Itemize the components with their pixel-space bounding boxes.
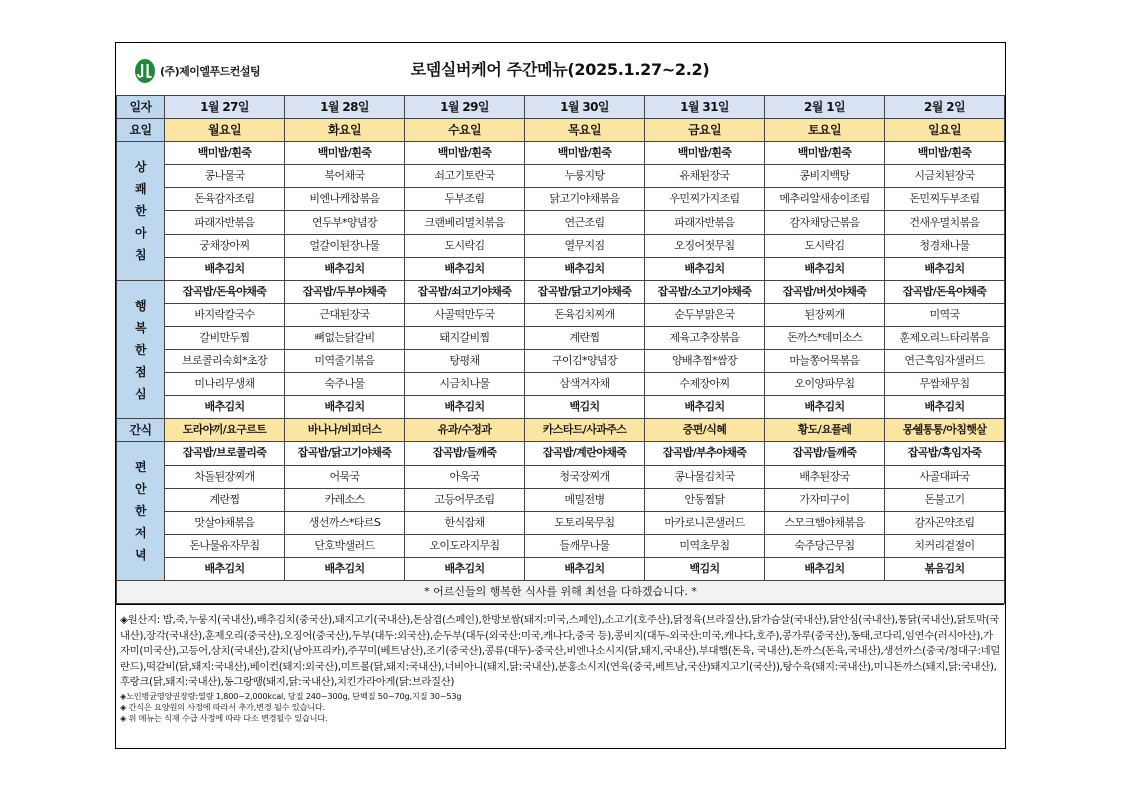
snack-row [117,419,1005,442]
breakfast-row [117,234,1005,257]
dinner-menu-cell: 배추된장국 [765,465,885,488]
lunch-menu-cell: 바지락칼국수 [165,303,285,326]
lunch-menu-cell: 배추김치 [405,396,525,419]
breakfast-menu-cell: 우민찌가지조림 [645,188,765,211]
breakfast-row [117,211,1005,234]
breakfast-row [117,257,1005,280]
breakfast-menu-cell: 백미밥/흰죽 [645,142,765,165]
weekday-cell: 금요일 [645,119,765,142]
breakfast-menu-cell: 백미밥/흰죽 [885,142,1005,165]
menu-sheet [115,42,1006,749]
breakfast-menu-cell: 백미밥/흰죽 [405,142,525,165]
breakfast-label-char: 침 [135,247,146,262]
dinner-menu-cell: 어묵국 [285,465,405,488]
dinner-menu-cell: 사골대파국 [885,465,1005,488]
date-cell: 2월 2일 [885,96,1005,119]
breakfast-menu-cell: 닭고기야채볶음 [525,188,645,211]
lunch-label-char: 점 [135,364,146,379]
dinner-menu-cell: 아욱국 [405,465,525,488]
dinner-label-char: 녁 [135,548,146,563]
breakfast-menu-cell: 쇠고기토란국 [405,165,525,188]
date-cell: 2월 1일 [765,96,885,119]
lunch-menu-cell: 된장찌개 [765,303,885,326]
breakfast-row [117,165,1005,188]
dinner-menu-cell: 오이도라지무침 [405,534,525,557]
snack-cell: 황도/요플레 [765,419,885,442]
snack-cell: 유과/수정과 [405,419,525,442]
footer-message: * 어르신들의 행복한 식사를 위해 최선을 다하겠습니다. * [117,580,1005,603]
snack-cell: 카스타드/사과주스 [525,419,645,442]
lunch-menu-cell: 배추김치 [285,396,405,419]
lunch-menu-cell: 삼색겨자채 [525,373,645,396]
sheet-header [116,43,1004,96]
dinner-menu-cell: 잡곡밥/들깨죽 [765,442,885,465]
dinner-menu-cell: 잡곡밥/닭고기야채죽 [285,442,405,465]
lunch-row [117,350,1005,373]
date-label: 일자 [117,96,165,119]
dinner-row [117,465,1005,488]
breakfast-menu-cell: 북어채국 [285,165,405,188]
weekday-label: 요일 [117,119,165,142]
lunch-menu-cell: 배추김치 [765,396,885,419]
breakfast-menu-cell: 크랜베리멸치볶음 [405,211,525,234]
breakfast-row [117,142,1005,165]
lunch-row [117,373,1005,396]
dinner-row [117,488,1005,511]
breakfast-menu-cell: 배추김치 [645,257,765,280]
lunch-menu-cell: 순두부맑은국 [645,303,765,326]
lunch-menu-cell: 사골떡만두국 [405,303,525,326]
dinner-menu-cell: 치커리겉절이 [885,534,1005,557]
breakfast-menu-cell: 배추김치 [165,257,285,280]
lunch-menu-cell: 잡곡밥/소고기야채죽 [645,280,765,303]
dinner-menu-cell: 배추김치 [405,557,525,580]
lunch-menu-cell: 탕평채 [405,350,525,373]
breakfast-menu-cell: 건새우멸치볶음 [885,211,1005,234]
dinner-row [117,511,1005,534]
lunch-menu-cell: 구이김*양념장 [525,350,645,373]
dinner-menu-cell: 잡곡밥/계란야채죽 [525,442,645,465]
lunch-menu-cell: 배추김치 [165,396,285,419]
lunch-menu-cell: 돈육김치찌개 [525,303,645,326]
breakfast-menu-cell: 도시락김 [765,234,885,257]
lunch-menu-cell: 미나리무생채 [165,373,285,396]
dinner-row [117,557,1005,580]
lunch-menu-cell: 배추김치 [885,396,1005,419]
lunch-menu-cell: 제육고추장볶음 [645,326,765,349]
dinner-menu-cell: 미역초무침 [645,534,765,557]
dinner-label-char: 안 [135,482,146,497]
dinner-menu-cell: 한식잡채 [405,511,525,534]
dinner-menu-cell: 배추김치 [765,557,885,580]
dinner-menu-cell: 메밀전병 [525,488,645,511]
dinner-menu-cell: 배추김치 [525,557,645,580]
dinner-menu-cell: 들깨무나물 [525,534,645,557]
lunch-menu-cell: 훈제오리느타리볶음 [885,326,1005,349]
dinner-menu-cell: 가자미구이 [765,488,885,511]
dinner-menu-cell: 감자곤약조림 [885,511,1005,534]
lunch-menu-cell: 브로콜리숙회*초장 [165,350,285,373]
breakfast-menu-cell: 파래자반볶음 [645,211,765,234]
dinner-menu-cell: 잡곡밥/브로콜리죽 [165,442,285,465]
dinner-menu-cell: 청국장찌개 [525,465,645,488]
dinner-menu-cell: 돈불고기 [885,488,1005,511]
lunch-menu-cell: 돼지갈비찜 [405,326,525,349]
dinner-menu-cell: 백김치 [645,557,765,580]
breakfast-menu-cell: 백미밥/흰죽 [765,142,885,165]
lunch-menu-cell: 숙주나물 [285,373,405,396]
lunch-menu-cell: 연근흑임자샐러드 [885,350,1005,373]
notes-section [116,604,1004,747]
breakfast-menu-cell: 유채된장국 [645,165,765,188]
date-cell: 1월 29일 [405,96,525,119]
weekday-cell: 일요일 [885,119,1005,142]
breakfast-menu-cell: 연근조림 [525,211,645,234]
lunch-menu-cell: 잡곡밥/돈육야채죽 [165,280,285,303]
lunch-menu-cell: 잡곡밥/돈육야채죽 [885,280,1005,303]
lunch-menu-cell: 백김치 [525,396,645,419]
breakfast-menu-cell: 배추김치 [885,257,1005,280]
breakfast-row [117,188,1005,211]
breakfast-menu-cell: 비엔나케찹볶음 [285,188,405,211]
breakfast-menu-cell: 오징어젓무침 [645,234,765,257]
breakfast-menu-cell: 연두부*양념장 [285,211,405,234]
breakfast-menu-cell: 백미밥/흰죽 [285,142,405,165]
weekday-cell: 토요일 [765,119,885,142]
dinner-menu-cell: 차돌된장찌개 [165,465,285,488]
breakfast-menu-cell: 누룽지탕 [525,165,645,188]
breakfast-menu-cell: 배추김치 [405,257,525,280]
footer-row [117,580,1005,603]
breakfast-menu-cell: 콩비지백탕 [765,165,885,188]
dinner-label-char: 저 [135,526,146,541]
snack-label: 간식 [117,419,165,442]
dinner-menu-cell: 볶음김치 [885,557,1005,580]
nutrition-note: ◈노인병균영양권장량:열량 1,800~2,000kcal, 당질 240~300g, 단백질 50~70g,지질 30~53g [120,690,462,701]
dinner-menu-cell: 단호박샐러드 [285,534,405,557]
snack-cell: 증편/식혜 [645,419,765,442]
dinner-menu-cell: 배추김치 [285,557,405,580]
page-title: 로뎀실버케어 주간메뉴(2025.1.27~2.2) [410,60,710,79]
dinner-menu-cell: 콩나물김치국 [645,465,765,488]
dinner-menu-cell: 잡곡밥/들깨죽 [405,442,525,465]
weekday-cell: 수요일 [405,119,525,142]
lunch-label [117,280,165,419]
dinner-menu-cell: 배추김치 [165,557,285,580]
lunch-menu-cell: 배추김치 [645,396,765,419]
dinner-menu-cell: 도토리묵무침 [525,511,645,534]
date-cell: 1월 31일 [645,96,765,119]
breakfast-menu-cell: 백미밥/흰죽 [165,142,285,165]
lunch-menu-cell: 뼈없는닭갈비 [285,326,405,349]
snack-note: ◈ 간식은 요양원의 사정에 따라서 추가,변경 될수 있습니다. [120,701,326,712]
lunch-label-char: 한 [135,342,146,357]
dinner-menu-cell: 고등어무조림 [405,488,525,511]
lunch-row [117,303,1005,326]
dinner-row [117,534,1005,557]
breakfast-menu-cell: 파래자반볶음 [165,211,285,234]
snack-cell: 도라야끼/요구르트 [165,419,285,442]
weekday-cell: 월요일 [165,119,285,142]
dinner-menu-cell: 계란찜 [165,488,285,511]
breakfast-menu-cell: 도시락김 [405,234,525,257]
menu-change-note: ◈ 위 메뉴는 식재 수급 사정에 따라 다소 변경될수 있습니다. [120,712,328,723]
date-row [117,96,1005,119]
lunch-menu-cell: 잡곡밥/버섯야채죽 [765,280,885,303]
lunch-menu-cell: 시금치나물 [405,373,525,396]
weekday-row [117,119,1005,142]
company-name: (주)제이엘푸드컨설팅 [160,65,261,78]
dinner-menu-cell: 카레소스 [285,488,405,511]
lunch-label-char: 심 [135,386,146,401]
date-cell: 1월 30일 [525,96,645,119]
breakfast-menu-cell: 궁채장아찌 [165,234,285,257]
lunch-menu-cell: 오이양파무침 [765,373,885,396]
lunch-menu-cell: 근대된장국 [285,303,405,326]
lunch-menu-cell: 미역줄기볶음 [285,350,405,373]
dinner-row [117,442,1005,465]
breakfast-menu-cell: 메추리알새송이조림 [765,188,885,211]
lunch-menu-cell: 잡곡밥/쇠고기야채죽 [405,280,525,303]
breakfast-label-char: 아 [135,225,146,240]
breakfast-menu-cell: 청경채나물 [885,234,1005,257]
lunch-menu-cell: 무쌈채무침 [885,373,1005,396]
lunch-menu-cell: 잡곡밥/두부야채죽 [285,280,405,303]
origin-text: ◈원산지: 밥,죽,누룽지(국내산),배추김치(중국산),돼지고기(국내산),돈삼겹(스페인),한방보쌈(돼지:미국,스페인),소고기(호주산),닭정육(브라질산),닭가슴살(국내산),닭안심(국내산),통닭(국내산),닭토막(국내산),장각(국내산),훈제오리(중국산),오징어(중국산),두부(대두:외국산),순두부(대두(외국산:미국,캐나다,중국 등),콩비지(대두-외국산:미국,캐나다,호주),콩가루(중국산),동태,코다리,임연수(러시아산),가자미(미국산),고등어,삼치(국내산),갈치(남아프리카),주꾸미(베트남산),조기(중국산),콩류(대두)-중국산,비엔나소시지(닭,돼지,국내산),부대햄(돈육, 국내산),돈까스(돈육,국내산),생선까스(중국/청대구:네덜란드),떡갈비(닭,돼지:국내산),베이컨(돼지:외국산),미트볼(닭,돼지:국내산),너비아니(돼지,닭:국내산),분홍소시지(연육(중국,베트남,국산)돼지고기(국산)),탕수육(돼지:국내산),미니돈까스(돼지,닭:국내산),후랑크(닭,돼지:국내산),동그랑땡(돼지,닭:국내산),치킨가라아게(닭:브라질산) [120,614,1000,689]
dinner-menu-cell: 맛살야채볶음 [165,511,285,534]
lunch-row [117,326,1005,349]
breakfast-label-char: 한 [135,203,146,218]
dinner-label-char: 편 [135,460,146,475]
lunch-row [117,280,1005,303]
dinner-label [117,442,165,581]
breakfast-menu-cell: 돈육감자조림 [165,188,285,211]
lunch-menu-cell: 양배추찜*쌈장 [645,350,765,373]
dinner-menu-cell: 잡곡밥/흑임자죽 [885,442,1005,465]
breakfast-menu-cell: 감자채당근볶음 [765,211,885,234]
breakfast-menu-cell: 배추김치 [525,257,645,280]
breakfast-menu-cell: 열무지짐 [525,234,645,257]
dinner-menu-cell: 안동찜닭 [645,488,765,511]
lunch-label-char: 행 [135,298,146,313]
lunch-row [117,396,1005,419]
weekly-menu-table [116,95,1005,604]
lunch-menu-cell: 갈비만두찜 [165,326,285,349]
dinner-menu-cell: 돈나물유자무침 [165,534,285,557]
dinner-menu-cell: 스모크햄야채볶음 [765,511,885,534]
breakfast-label-char: 상 [135,159,146,174]
dinner-menu-cell: 잡곡밥/부추야채죽 [645,442,765,465]
breakfast-menu-cell: 배추김치 [285,257,405,280]
breakfast-menu-cell: 백미밥/흰죽 [525,142,645,165]
lunch-menu-cell: 돈까스*데미소스 [765,326,885,349]
dinner-label-char: 한 [135,504,146,519]
breakfast-menu-cell: 시금치된장국 [885,165,1005,188]
breakfast-menu-cell: 콩나물국 [165,165,285,188]
breakfast-label-char: 쾌 [135,181,146,196]
breakfast-menu-cell: 돈민찌두부조림 [885,188,1005,211]
lunch-menu-cell: 수제장아찌 [645,373,765,396]
snack-cell: 몽쉘통통/아침햇살 [885,419,1005,442]
lunch-menu-cell: 미역국 [885,303,1005,326]
lunch-menu-cell: 계란찜 [525,326,645,349]
weekday-cell: 목요일 [525,119,645,142]
breakfast-label [117,142,165,281]
date-cell: 1월 28일 [285,96,405,119]
breakfast-menu-cell: 두부조림 [405,188,525,211]
dinner-menu-cell: 마카로니콘샐러드 [645,511,765,534]
date-cell: 1월 27일 [165,96,285,119]
lunch-menu-cell: 잡곡밥/닭고기야채죽 [525,280,645,303]
weekday-cell: 화요일 [285,119,405,142]
dinner-menu-cell: 생선까스*타르S [285,511,405,534]
lunch-label-char: 복 [135,320,146,335]
dinner-menu-cell: 숙주당근무침 [765,534,885,557]
breakfast-menu-cell: 배추김치 [765,257,885,280]
breakfast-menu-cell: 얼갈이된장나물 [285,234,405,257]
snack-cell: 바나나/비피더스 [285,419,405,442]
lunch-menu-cell: 마늘쫑어묵볶음 [765,350,885,373]
